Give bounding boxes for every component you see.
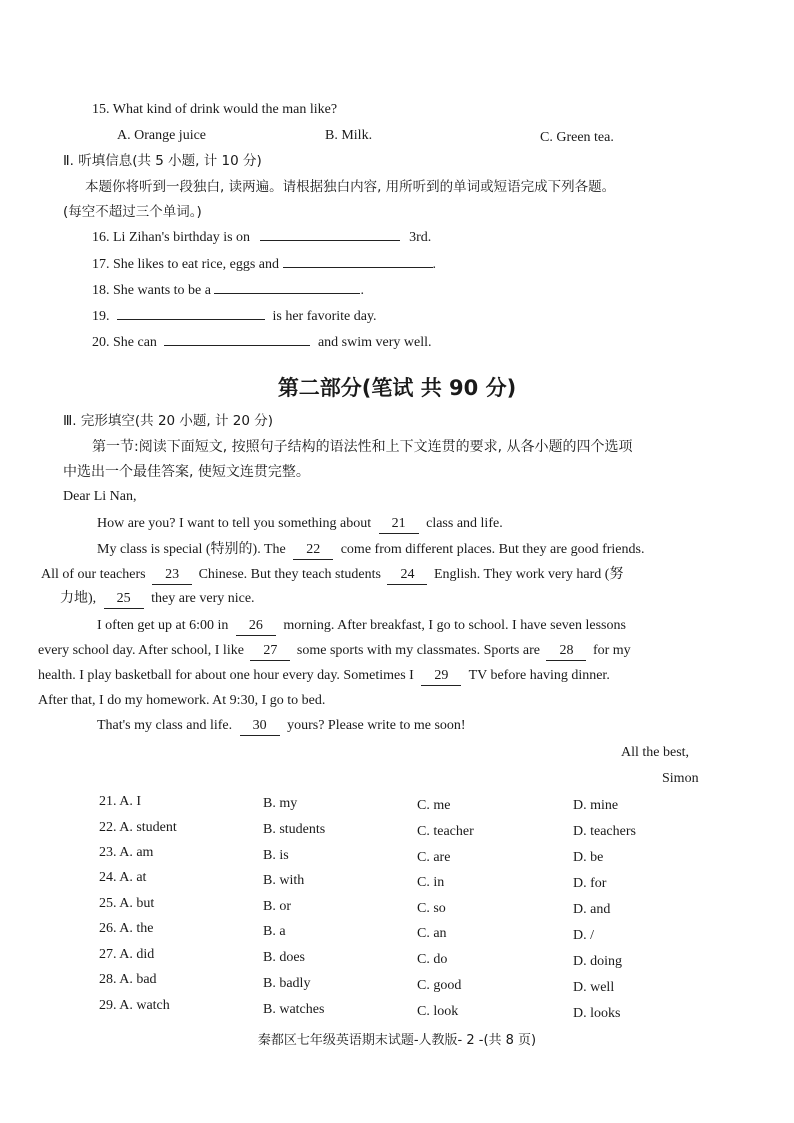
paragraph-text: 力地), (60, 591, 97, 606)
option-24-d[interactable]: D. for (573, 876, 607, 891)
paragraph-text: every school day. After school, I like (38, 643, 244, 658)
option-27-c[interactable]: C. do (417, 952, 448, 967)
question-18 (92, 282, 364, 300)
option-28-b[interactable]: B. badly (263, 976, 311, 991)
paragraph-text: I often get up at 6:00 in (97, 618, 229, 633)
cloze-blank-26[interactable]: 26 (236, 617, 276, 636)
option-25-a[interactable]: 25. A. but (99, 896, 155, 911)
question-20 (92, 334, 431, 352)
paragraph-4 (97, 717, 466, 736)
option-29-b[interactable]: B. watches (263, 1002, 325, 1017)
page-footer: 秦都区七年级英语期末试题-人教版- 2 -(共 8 页) (257, 1033, 537, 1048)
option-24-a[interactable]: 24. A. at (99, 870, 147, 885)
cloze-blank-23[interactable]: 23 (152, 566, 192, 585)
paragraph-text: some sports with my classmates. Sports are (296, 643, 540, 658)
option-26-a[interactable]: 26. A. the (99, 921, 154, 936)
paragraph-2-line-3 (60, 590, 255, 609)
option-24-b[interactable]: B. with (263, 873, 305, 888)
cloze-blank-22[interactable]: 22 (293, 541, 333, 560)
answer-blank-16[interactable] (260, 240, 400, 241)
option-21-c[interactable]: C. me (417, 798, 451, 813)
section-3-instructions: 第一节:阅读下面短文, 按照句子结构的语法性和上下文连贯的要求, 从各小题的四个选项 (92, 439, 633, 455)
option-29-d[interactable]: D. looks (573, 1006, 621, 1021)
option-25-d[interactable]: D. and (573, 902, 611, 917)
option-28-d[interactable]: D. well (573, 980, 615, 995)
paragraph-text: yours? Please write to me soon! (287, 718, 466, 733)
question-19 (92, 308, 377, 326)
paragraph-3-line-1 (97, 617, 626, 636)
question-17 (92, 256, 436, 274)
question-20-text-end: and swim very well. (317, 335, 432, 350)
question-16-text-end: 3rd. (409, 230, 432, 245)
section-3-instructions-cont: 中选出一个最佳答案, 使短文连贯完整。 (63, 464, 310, 480)
answer-blank-18[interactable] (214, 293, 360, 294)
section-2-instructions: 本题你将听到一段独白, 读两遍。请根据独白内容, 用所听到的单词或短语完成下列各题。 (85, 179, 616, 195)
paragraph-1 (97, 515, 503, 534)
part-2-title: 第二部分(笔试 共 90 分) (277, 376, 517, 400)
cloze-blank-27[interactable]: 27 (250, 642, 290, 661)
answer-blank-20[interactable] (164, 345, 310, 346)
answer-blank-17[interactable] (283, 267, 433, 268)
option-26-c[interactable]: C. an (417, 926, 447, 941)
paragraph-text: Chinese. But they teach students (198, 567, 381, 582)
paragraph-text: class and life. (426, 516, 503, 531)
paragraph-text: All of our teachers (41, 567, 146, 582)
question-17-text: 17. She likes to eat rice, eggs and (92, 257, 280, 272)
option-21-a[interactable]: 21. A. I (99, 794, 141, 809)
question-16-text: 16. Li Zihan's birthday is on (92, 230, 251, 245)
paragraph-text: they are very nice. (151, 591, 255, 606)
option-29-c[interactable]: C. look (417, 1004, 459, 1019)
question-19-text: 19. (92, 309, 110, 324)
option-23-c[interactable]: C. are (417, 850, 451, 865)
option-23-b[interactable]: B. is (263, 848, 289, 863)
paragraph-text: for my (592, 643, 631, 658)
question-16 (92, 229, 431, 247)
paragraph-text: TV before having dinner. (468, 668, 610, 683)
option-22-d[interactable]: D. teachers (573, 824, 636, 839)
paragraph-text: How are you? I want to tell you something about (97, 516, 372, 531)
option-27-a[interactable]: 27. A. did (99, 947, 155, 962)
option-23-a[interactable]: 23. A. am (99, 845, 154, 860)
paragraph-3-line-4: After that, I do my homework. At 9:30, I go to bed. (38, 693, 326, 708)
paragraph-text: That's my class and life. (97, 718, 233, 733)
option-27-d[interactable]: D. doing (573, 954, 622, 969)
option-29-a[interactable]: 29. A. watch (99, 998, 170, 1013)
paragraph-text: health. I play basketball for about one hour every day. Sometimes I (38, 668, 414, 683)
question-15-option-a: A. Orange juice (117, 128, 207, 143)
section-3-heading: Ⅲ. 完形填空(共 20 小题, 计 20 分) (63, 413, 274, 429)
question-19-text-end: is her favorite day. (272, 309, 377, 324)
paragraph-2-line-2 (41, 566, 623, 585)
section-2-heading: Ⅱ. 听填信息(共 5 小题, 计 10 分) (63, 153, 262, 169)
letter-signature: Simon (662, 771, 699, 786)
paragraph-3-line-3 (38, 667, 610, 686)
option-21-b[interactable]: B. my (263, 796, 298, 811)
option-22-b[interactable]: B. students (263, 822, 326, 837)
option-26-d[interactable]: D. / (573, 928, 594, 943)
section-2-instructions-cont: (每空不超过三个单词。) (63, 204, 202, 220)
option-24-c[interactable]: C. in (417, 875, 445, 890)
letter-greeting: Dear Li Nan, (63, 489, 137, 504)
cloze-blank-21[interactable]: 21 (379, 515, 419, 534)
answer-blank-19[interactable] (117, 319, 265, 320)
paragraph-text: morning. After breakfast, I go to school. I have seven lessons (283, 618, 626, 633)
question-15-option-b: B. Milk. (325, 128, 373, 143)
option-21-d[interactable]: D. mine (573, 798, 619, 813)
option-22-a[interactable]: 22. A. student (99, 820, 177, 835)
paragraph-2-line-1 (97, 541, 644, 560)
question-18-text-end: . (360, 283, 364, 298)
question-20-text: 20. She can (92, 335, 157, 350)
paragraph-text: English. They work very hard (努 (433, 567, 624, 582)
question-15-stem: 15. What kind of drink would the man like? (92, 102, 338, 117)
option-26-b[interactable]: B. a (263, 924, 286, 939)
cloze-blank-30[interactable]: 30 (240, 717, 280, 736)
paragraph-3-line-2 (38, 642, 631, 661)
option-28-a[interactable]: 28. A. bad (99, 972, 157, 987)
letter-closing: All the best, (621, 745, 690, 760)
option-27-b[interactable]: B. does (263, 950, 305, 965)
option-25-c[interactable]: C. so (417, 901, 446, 916)
question-17-text-end: . (432, 257, 437, 272)
paragraph-text: come from different places. But they are good friends. (340, 542, 645, 557)
question-18-text: 18. She wants to be a (92, 283, 211, 298)
cloze-blank-25[interactable]: 25 (104, 590, 144, 609)
cloze-blank-29[interactable]: 29 (421, 667, 461, 686)
option-22-c[interactable]: C. teacher (417, 824, 474, 839)
cloze-blank-28[interactable]: 28 (546, 642, 586, 661)
paragraph-text: My class is special (特别的). The (97, 542, 286, 557)
question-15-option-c: C. Green tea. (540, 130, 614, 145)
option-28-c[interactable]: C. good (417, 978, 462, 993)
option-25-b[interactable]: B. or (263, 899, 291, 914)
option-23-d[interactable]: D. be (573, 850, 604, 865)
cloze-blank-24[interactable]: 24 (387, 566, 427, 585)
